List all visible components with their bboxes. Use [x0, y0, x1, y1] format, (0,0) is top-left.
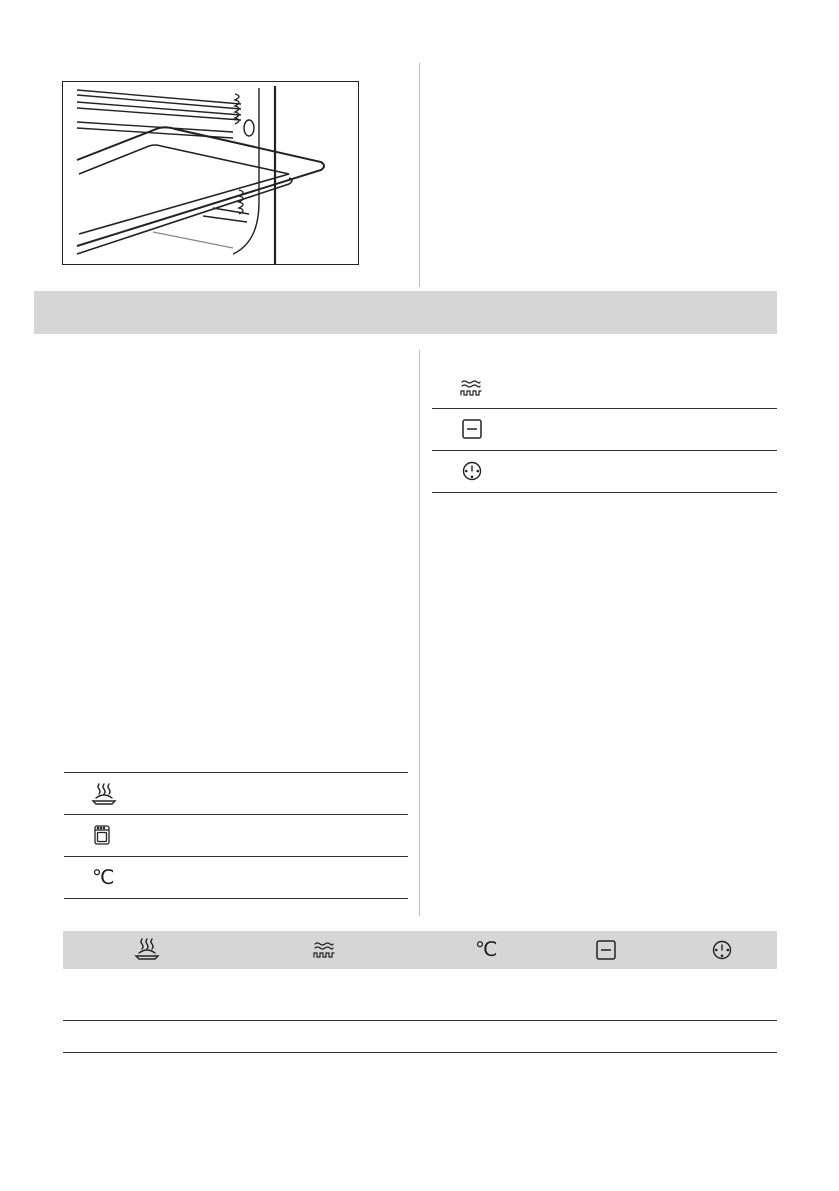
celsius-icon: ℃ — [92, 865, 115, 889]
symbol-row-oven — [64, 815, 408, 856]
clock-icon — [462, 461, 482, 481]
minus-box-icon — [596, 940, 616, 960]
symbol-row-celsius — [64, 857, 408, 898]
table-rule — [432, 492, 777, 493]
symbol-row-steam-dish — [64, 773, 408, 814]
table-rule — [63, 1020, 777, 1021]
minus-box-icon — [462, 419, 482, 439]
column-divider-main — [419, 350, 420, 916]
steam-dish-icon — [134, 937, 160, 961]
oven-shelf-figure — [62, 81, 359, 265]
table-rule — [63, 1052, 777, 1053]
section-header-band — [34, 291, 777, 334]
clock-icon — [712, 940, 732, 960]
symbol-row-minus-box — [432, 409, 776, 450]
bottom-heat-icon — [459, 379, 483, 397]
celsius-icon: ℃ — [475, 937, 498, 961]
oven-shelf-tray-illustration — [63, 82, 358, 264]
table-rule — [64, 898, 408, 899]
steam-dish-icon — [91, 782, 117, 806]
table-header-band — [63, 931, 777, 969]
symbol-row-clock — [432, 451, 776, 492]
bottom-heat-icon — [312, 941, 336, 959]
oven-icon — [94, 825, 110, 845]
symbol-row-bottom-heat — [432, 367, 776, 408]
column-divider-top — [419, 63, 420, 287]
